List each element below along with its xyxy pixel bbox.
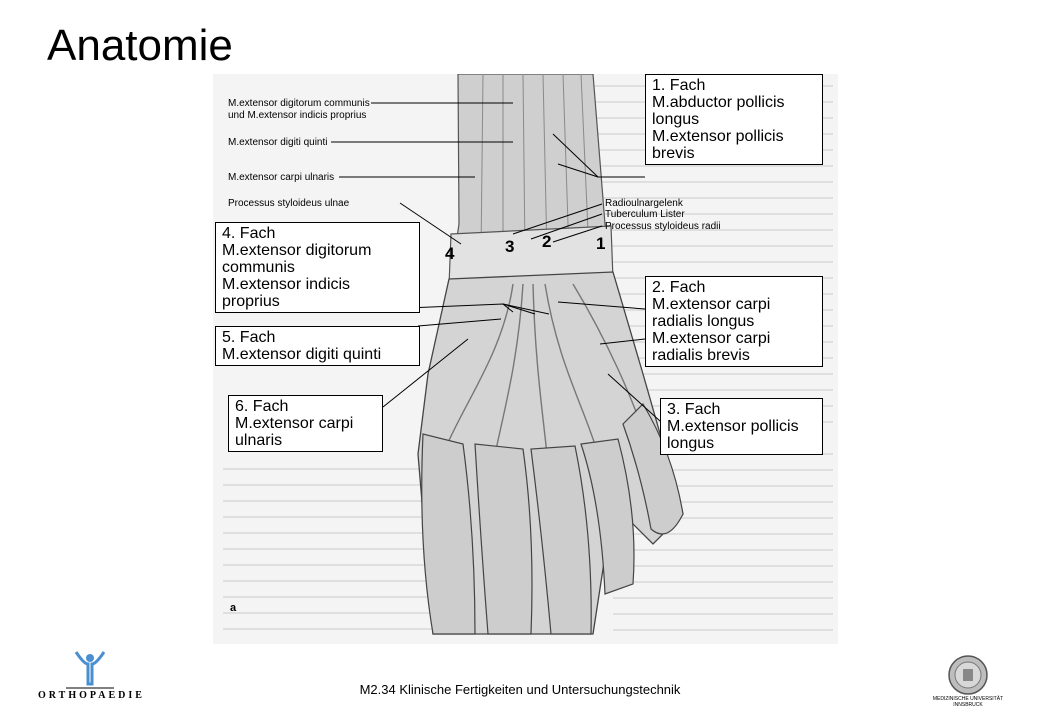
slide-title: Anatomie (47, 21, 233, 70)
label-radioulnar: Radioulnargelenk (605, 198, 683, 209)
box-fach-6-line: M.extensor carpi (235, 415, 354, 432)
figure-letter: a (230, 602, 237, 614)
box-fach-3-line: 3. Fach (667, 401, 721, 418)
anatomy-figure (213, 74, 838, 644)
compartment-number-1: 1 (596, 234, 606, 253)
box-fach-2-line: radialis longus (652, 313, 755, 330)
box-fach-1 (645, 74, 823, 165)
box-fach-1-line: M.abductor pollicis (652, 94, 785, 111)
box-fach-2-line: M.extensor carpi (652, 330, 771, 347)
box-fach-4-line: M.extensor digitorum (222, 242, 372, 259)
university-seal (933, 654, 1003, 720)
box-fach-1-line: brevis (652, 145, 695, 162)
box-fach-4-line: M.extensor indicis (222, 276, 351, 293)
seal-icon (933, 654, 1003, 696)
box-fach-3-line: M.extensor pollicis (667, 418, 799, 435)
university-name-line: INNSBRUCK (953, 702, 983, 708)
university-name-line: MEDIZINISCHE UNIVERSITÄT (932, 696, 1004, 702)
box-fach-1-line: M.extensor pollicis (652, 128, 784, 145)
label-ext-carpi-uln: M.extensor carpi ulnaris (228, 172, 335, 183)
box-fach-3 (660, 398, 823, 455)
label-ext-dig-comm: M.extensor digitorum communis (228, 98, 370, 109)
box-fach-5-line: M.extensor digiti quinti (222, 346, 382, 363)
box-fach-6 (228, 395, 383, 452)
compartment-number-2: 2 (542, 232, 552, 251)
university-name (927, 696, 1009, 708)
label-proc-styl-ulnae: Processus styloideus ulnae (228, 198, 350, 209)
box-fach-5 (215, 326, 420, 366)
compartment-number-3: 3 (505, 237, 515, 256)
box-fach-2-line: 2. Fach (652, 279, 706, 296)
box-fach-1-line: 1. Fach (652, 77, 706, 94)
orthopaedie-logo-text: ORTHOPAEDIE (38, 690, 145, 701)
box-fach-4-line: 4. Fach (222, 225, 276, 242)
box-fach-2 (645, 276, 823, 367)
orthopaedie-logo (38, 650, 143, 706)
box-fach-6-line: 6. Fach (235, 398, 289, 415)
box-fach-2-line: radialis brevis (652, 347, 750, 364)
label-proc-styl-radii: Processus styloideus radii (605, 221, 721, 232)
label-tuberculum: Tuberculum Lister (605, 209, 685, 220)
box-fach-1-line: longus (652, 111, 700, 128)
box-fach-4 (215, 222, 420, 313)
label-ext-dig-quinti: M.extensor digiti quinti (228, 137, 328, 148)
box-fach-2-line: M.extensor carpi (652, 296, 771, 313)
box-fach-6-line: ulnaris (235, 432, 283, 449)
footer-text: M2.34 Klinische Fertigkeiten und Untersuchungstechnik (359, 682, 681, 697)
compartment-number-4: 4 (445, 244, 455, 263)
box-fach-4-line: proprius (222, 293, 280, 310)
box-fach-4-line: communis (222, 259, 295, 276)
label-ext-indicis: und M.extensor indicis proprius (228, 110, 367, 121)
box-fach-5-line: 5. Fach (222, 329, 276, 346)
box-fach-3-line: longus (667, 435, 715, 452)
